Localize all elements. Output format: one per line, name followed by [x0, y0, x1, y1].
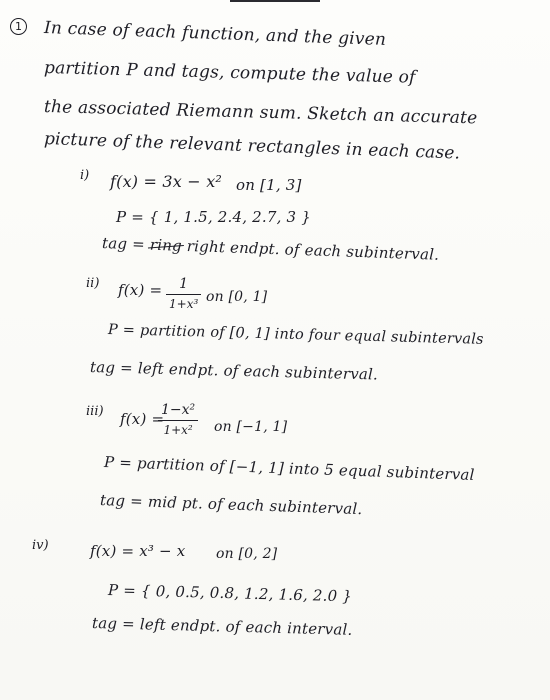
part-3-partition: P = partition of [−1, 1] into 5 equal subinterval	[103, 453, 475, 484]
part-3-fraction-bar	[158, 420, 198, 421]
part-3-denominator: 1+x²	[163, 423, 193, 437]
part-3-function-lhs: f(x) =	[120, 410, 165, 428]
intro-line-4: picture of the relevant rectangles in each case.	[43, 129, 461, 164]
part-4-interval: on [0, 2]	[216, 546, 278, 562]
part-4-partition: P = { 0, 0.5, 0.8, 1.2, 1.6, 2.0 }	[107, 581, 353, 606]
part-2-partition: P = partition of [0, 1] into four equal subintervals	[107, 322, 484, 348]
part-4-function: f(x) = x³ − x	[90, 542, 186, 560]
problem-number: 1	[10, 18, 27, 35]
part-2-fraction	[166, 276, 201, 311]
intro-line-1: In case of each function, and the given	[43, 18, 387, 50]
part-2-tag: tag = left endpt. of each subinterval.	[89, 358, 379, 384]
intro-line-2: partition P and tags, compute the value of	[43, 58, 416, 88]
part-1-function: f(x) = 3x − x²	[110, 172, 223, 191]
part-2-denominator: 1+x³	[169, 297, 199, 311]
part-1-partition: P = { 1, 1.5, 2.4, 2.7, 3 }	[116, 208, 312, 226]
part-2-function-lhs: f(x) =	[118, 281, 163, 299]
part-1-label: i)	[80, 168, 90, 183]
part-1-tag: right endpt. of each subinterval.	[186, 236, 440, 264]
top-edge-scribble	[230, 0, 320, 8]
part-4-label: iv)	[32, 538, 49, 553]
part-2-interval: on [0, 1]	[206, 289, 268, 305]
intro-line-3: the associated Riemann sum. Sketch an accurate	[43, 97, 478, 129]
part-3-label: iii)	[86, 404, 104, 419]
part-1-interval: on [1, 3]	[236, 176, 302, 194]
part-2-numerator: 1	[179, 276, 189, 292]
part-2-fraction-bar	[166, 294, 201, 295]
part-1-tag-prefix: tag =	[101, 234, 146, 254]
part-3-interval: on [−1, 1]	[214, 419, 288, 435]
part-3-tag: tag = mid pt. of each subinterval.	[99, 491, 363, 519]
part-1-tag-line	[102, 236, 440, 263]
part-2-label: ii)	[86, 276, 100, 291]
part-3-fraction	[158, 402, 198, 437]
part-3-numerator: 1−x²	[161, 402, 196, 418]
part-1-struck-word: ring	[149, 235, 183, 255]
part-4-tag: tag = left endpt. of each interval.	[91, 614, 353, 639]
